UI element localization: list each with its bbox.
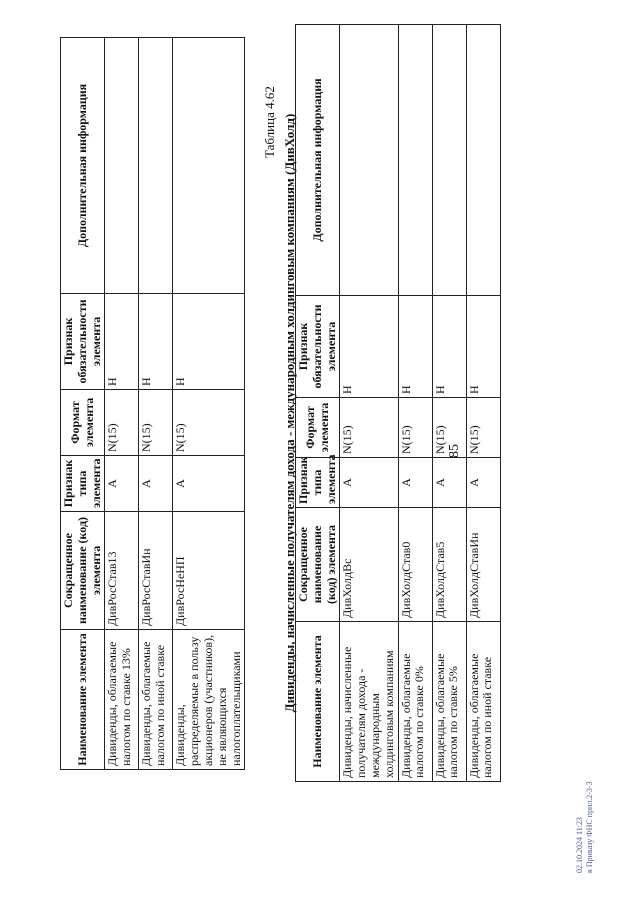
table-1 — [60, 37, 245, 770]
cell-required: Н — [340, 296, 398, 398]
table-row — [340, 25, 398, 782]
cell-required: Н — [466, 296, 500, 398]
document-stamp — [575, 781, 595, 873]
header-element-required: Признак обязательности элемента — [61, 294, 105, 390]
header-extra-info: Дополнительная информация — [61, 38, 105, 294]
table-title: Дивиденды, начисленные получателям дохода - международным холдинговым компаниям (ДивХолд) — [282, 113, 297, 713]
header-element-name: Наименование элемента — [296, 622, 340, 782]
cell-type: А — [173, 456, 245, 512]
cell-code: ДивХолдВс — [340, 508, 398, 622]
header-element-format: Формат элемента — [296, 398, 340, 458]
table-label: Таблица 4.62 — [262, 86, 277, 158]
cell-name: Дивиденды, облагаемые налогом по ставке 13% — [105, 630, 139, 770]
cell-format: N(15) — [173, 390, 245, 456]
header-element-name: Наименование элемента — [61, 630, 105, 770]
cell-format: N(15) — [398, 398, 432, 458]
header-element-code: Сокращенное наименование (код) элемента — [296, 508, 340, 622]
header-element-type: Признак типа элемента — [296, 458, 340, 508]
cell-type: А — [105, 456, 139, 512]
table-2 — [295, 24, 501, 782]
page-number: 85 — [447, 444, 462, 458]
cell-format: N(15) — [105, 390, 139, 456]
cell-name: Дивиденды, начисленные получателям дохода - международным холдинговым компаниям — [340, 622, 398, 782]
cell-code: ДивРосСтавИн — [139, 512, 173, 630]
cell-format: N(15) — [432, 398, 466, 458]
cell-info — [340, 25, 398, 296]
cell-required: Н — [398, 296, 432, 398]
cell-format: N(15) — [466, 398, 500, 458]
cell-info — [139, 38, 173, 294]
cell-info — [466, 25, 500, 296]
header-extra-info: Дополнительная информация — [296, 25, 340, 296]
cell-code: ДивРосНеНП — [173, 512, 245, 630]
table-row — [105, 38, 139, 770]
table-row — [432, 25, 466, 782]
header-element-format: Формат элемента — [61, 390, 105, 456]
cell-code: ДивХолдСтав0 — [398, 508, 432, 622]
cell-name: Дивиденды, облагаемые налогом по иной ставке — [466, 622, 500, 782]
cell-info — [173, 38, 245, 294]
table-row — [398, 25, 432, 782]
table-2-header — [296, 25, 340, 782]
table-row — [466, 25, 500, 782]
cell-info — [398, 25, 432, 296]
cell-required: Н — [139, 294, 173, 390]
header-element-type: Признак типа элемента — [61, 456, 105, 512]
cell-info — [432, 25, 466, 296]
cell-type: А — [466, 458, 500, 508]
cell-type: А — [432, 458, 466, 508]
cell-type: А — [340, 458, 398, 508]
cell-code: ДивХолдСтавИн — [466, 508, 500, 622]
header-element-required: Признак обязательности элемента — [296, 296, 340, 398]
table-row — [139, 38, 173, 770]
cell-required: Н — [173, 294, 245, 390]
cell-required: Н — [432, 296, 466, 398]
cell-type: А — [139, 456, 173, 512]
stamp-line-1: 02.10.2024 11:23 — [575, 817, 584, 873]
cell-name: Дивиденды, облагаемые налогом по ставке 0% — [398, 622, 432, 782]
cell-type: А — [398, 458, 432, 508]
cell-code: ДивРосСтав13 — [105, 512, 139, 630]
cell-name: Дивиденды, облагаемые налогом по ставке 5% — [432, 622, 466, 782]
cell-name: Дивиденды, облагаемые налогом по иной ставке — [139, 630, 173, 770]
cell-name: Дивиденды, распределяемые в пользу акционеров (участников), не являющихся налогоплательщиками — [173, 630, 245, 770]
cell-info — [105, 38, 139, 294]
cell-required: Н — [105, 294, 139, 390]
stamp-line-2: к Приказу ФНС прил.2-3-3 — [585, 781, 594, 873]
cell-code: ДивХолдСтав5 — [432, 508, 466, 622]
table-row — [173, 38, 245, 770]
table-1-header — [61, 38, 105, 770]
cell-format: N(15) — [139, 390, 173, 456]
cell-format: N(15) — [340, 398, 398, 458]
header-element-code: Сокращенное наименование (код) элемента — [61, 512, 105, 630]
